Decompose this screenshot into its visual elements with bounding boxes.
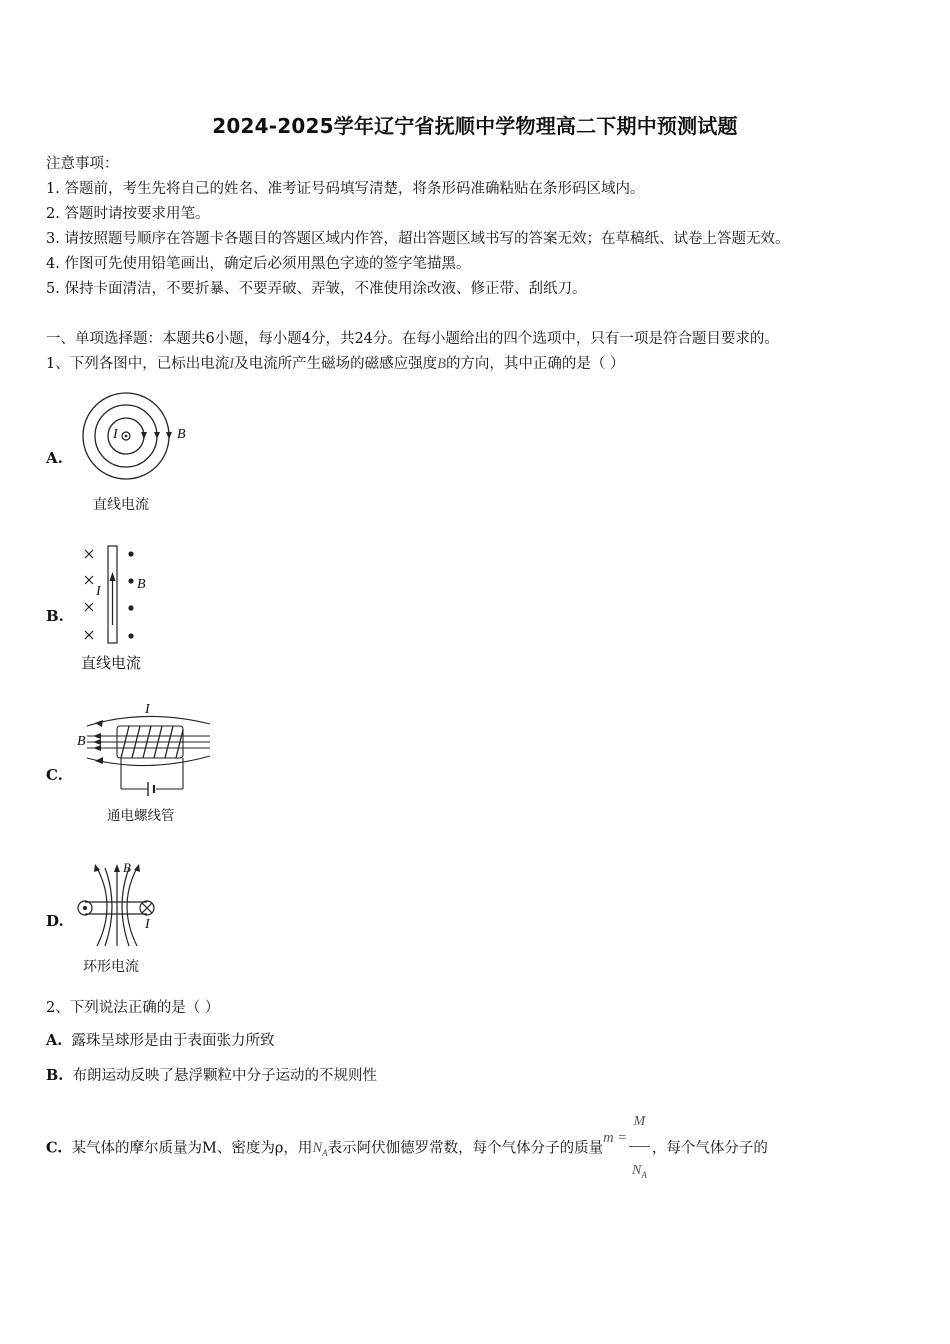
q2-option-b-label: B. xyxy=(46,1067,64,1084)
q2-option-c-label: C. xyxy=(46,1139,63,1157)
figure-d-caption: 环形电流 xyxy=(83,959,139,975)
option-a-label: A. xyxy=(46,449,63,467)
figure-a-current-symbol: I xyxy=(113,427,118,442)
wire-cross-dot-field-icon xyxy=(80,545,160,645)
q2-mass-symbol: m = xyxy=(603,1130,627,1147)
q2-option-b xyxy=(46,1064,377,1085)
section-heading: 一、单项选择题：本题共6小题，每小题4分，共24分。在每小题给出的四个选项中，只有一项是符合题目要求的。 xyxy=(46,331,779,347)
question-2: 2、下列说法正确的是（ ） xyxy=(46,1000,220,1016)
figure-d-current-symbol: I xyxy=(145,917,150,932)
note-item: 4. 作图可先使用铅笔画出，确定后必须用黑色字迹的签字笔描黑。 xyxy=(46,256,471,272)
figure-c-current-symbol: I xyxy=(145,702,150,717)
q2-option-b-text: 布朗运动反映了悬浮颗粒中分子运动的不规则性 xyxy=(72,1068,378,1084)
note-item: 2. 答题时请按要求用笔。 xyxy=(46,206,210,222)
figure-a-straight-wire xyxy=(80,390,200,520)
figure-c-field-symbol: B xyxy=(77,734,86,749)
option-b-label: B. xyxy=(46,607,64,625)
q2-mass-fraction: $\frac{M}{N_A}$ xyxy=(629,1098,650,1199)
option-d-label: D. xyxy=(46,912,64,930)
figure-d-loop-current xyxy=(75,858,195,978)
q2-option-c-text-1: 某气体的摩尔质量为M、密度为ρ，用 xyxy=(71,1140,313,1157)
q2-option-c-text-2: 表示阿伏伽德罗常数，每个气体分子的质量 xyxy=(327,1140,604,1157)
note-item: 1. 答题前，考生先将自己的姓名、准考证号码填写清楚，将条形码准确粘贴在条形码区域内。 xyxy=(46,181,645,197)
q2-option-c xyxy=(46,1098,768,1199)
figure-d-field-symbol: B xyxy=(123,860,131,875)
figure-b-straight-wire xyxy=(80,545,200,675)
note-item: 5. 保持卡面清洁，不要折暴、不要弄破、弄皱，不准使用涂改液、修正带、刮纸刀。 xyxy=(46,281,587,297)
loop-current-field-icon xyxy=(75,858,165,953)
q2-option-a-label: A. xyxy=(46,1032,63,1049)
notes-heading: 注意事项： xyxy=(46,156,119,172)
q2-option-a xyxy=(46,1029,275,1050)
question-1 xyxy=(46,352,625,373)
figure-b-field-symbol: B xyxy=(137,577,146,592)
q1-text-b: 及电流所产生磁场的磁感应强度 xyxy=(234,356,438,372)
q1-text-a: 1、下列各图中，已标出电流 xyxy=(46,356,230,372)
q1-text-c: 的方向，其中正确的是（ ） xyxy=(445,356,625,372)
figure-c-caption: 通电螺线管 xyxy=(107,808,175,824)
page-title: 2024-2025学年辽宁省抚顺中学物理高二下期中预测试题 xyxy=(212,114,738,138)
q2-option-a-text: 露珠呈球形是由于表面张力所致 xyxy=(71,1033,275,1049)
q1-symbol-i: I xyxy=(229,356,235,372)
note-item: 3. 请按照题号顺序在答题卡各题目的答题区域内作答，超出答题区域书写的答案无效；在草稿纸、试卷上答题无效。 xyxy=(46,231,790,247)
figure-b-current-symbol: I xyxy=(96,584,101,599)
q2-avogadro-symbol: $N_A$ xyxy=(312,1140,328,1159)
figure-c-solenoid xyxy=(75,700,225,830)
figure-b-caption: 直线电流 xyxy=(81,654,142,672)
figure-a-caption: 直线电流 xyxy=(93,497,149,513)
q2-option-c-text-3: ，每个气体分子的 xyxy=(651,1140,768,1157)
option-c-label: C. xyxy=(46,766,63,784)
figure-a-field-symbol: B xyxy=(177,427,186,442)
q1-symbol-b: B xyxy=(437,356,446,372)
